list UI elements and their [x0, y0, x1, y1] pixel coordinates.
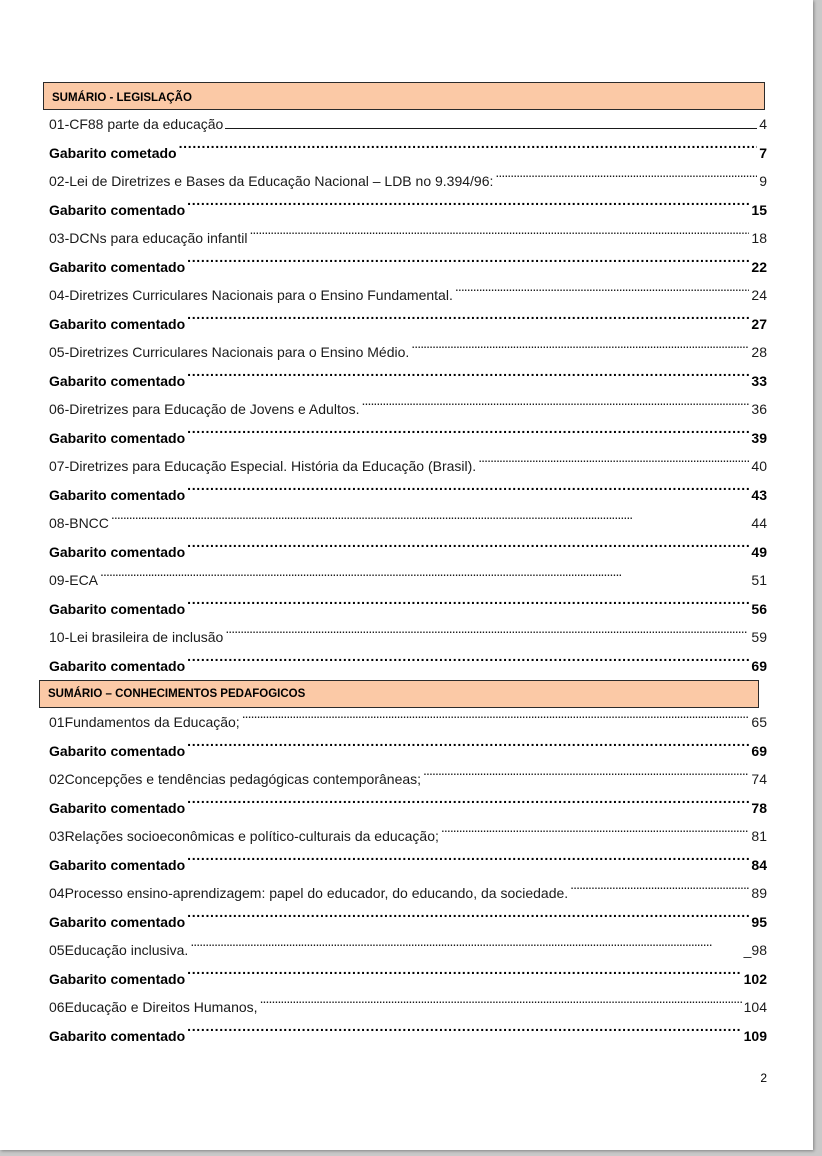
section-header-legislacao — [43, 82, 765, 110]
toc-leader-dots — [570, 884, 749, 898]
toc-entry-title: 03-DCNs para educação infantil — [49, 230, 248, 246]
toc-entry-gabarito[interactable] — [49, 139, 767, 168]
toc-entry-page-number: 24 — [751, 287, 767, 303]
toc-entry-gabarito[interactable] — [49, 1022, 767, 1051]
toc-leader-dots — [179, 144, 758, 158]
toc-entry-title: 04-Diretrizes Curriculares Nacionais para o Ensino Fundamental. — [49, 287, 453, 303]
toc-entry[interactable] — [49, 936, 767, 965]
toc-leader-dots — [187, 372, 749, 386]
toc-entry-title: Gabarito comentado — [49, 856, 186, 873]
toc-entry-gabarito[interactable] — [49, 652, 767, 681]
toc-leader-dots — [478, 457, 749, 471]
toc-entry-title: 06Educação e Direitos Humanos, — [49, 999, 258, 1015]
toc-entry-page-number: 69 — [751, 742, 767, 759]
toc-entry-page-number: 59 — [751, 629, 767, 645]
toc-entry-title: Gabarito comentado — [49, 258, 186, 275]
toc-entry-page-number: 65 — [751, 714, 767, 730]
toc-leader-dots — [187, 799, 749, 813]
toc-entry-gabarito[interactable] — [49, 794, 767, 823]
page-number: 2 — [760, 1071, 767, 1085]
toc-entry-page-number: 51 — [751, 572, 767, 588]
toc-entry-page-number: 89 — [751, 885, 767, 901]
toc-entry-title: 08-BNCC — [49, 515, 109, 531]
toc-entry-title: Gabarito comentado — [49, 372, 186, 389]
toc-entry-gabarito[interactable] — [49, 595, 767, 624]
toc-entry-page-number: 33 — [751, 372, 767, 389]
toc-entry-gabarito[interactable] — [49, 851, 767, 880]
toc-entry-title: Gabarito comentado — [49, 913, 186, 930]
toc-entry[interactable] — [49, 509, 767, 538]
section-title: SUMÁRIO – CONHECIMENTOS PEDAFOGICOS — [48, 688, 306, 700]
toc-entry-page-number: 74 — [751, 771, 767, 787]
toc-entry[interactable] — [49, 993, 767, 1022]
toc-entry-title: 09-ECA — [49, 572, 99, 588]
toc-entry-gabarito[interactable] — [49, 253, 767, 282]
toc-entry-page-number: 18 — [751, 230, 767, 246]
toc-entry-gabarito[interactable] — [49, 424, 767, 453]
toc-entry-title: Gabarito comentado — [49, 657, 186, 674]
toc-entry-title: Gabarito comentado — [49, 742, 186, 759]
toc-leader-dots — [411, 343, 749, 357]
toc-entry[interactable] — [49, 765, 767, 794]
toc-entry-page-number: 39 — [751, 429, 767, 446]
toc-leader-dots — [187, 315, 749, 329]
toc-entry-gabarito[interactable] — [49, 538, 767, 567]
toc-entry-page-number: 44 — [751, 515, 767, 531]
toc-leader-dots — [187, 1027, 742, 1041]
toc-entry-title: 10-Lei brasileira de inclusão — [49, 629, 224, 645]
toc-entry[interactable] — [49, 167, 767, 196]
toc-entry-title: 01Fundamentos da Educação; — [49, 714, 240, 730]
toc-leader-dots — [187, 201, 749, 215]
toc-entry-page-number: 9 — [759, 173, 767, 189]
toc-leader-dots — [249, 229, 749, 243]
toc-leader-dots — [455, 286, 750, 300]
toc-leader-dots — [187, 258, 749, 272]
toc-entry-page-number: 84 — [751, 856, 767, 873]
toc-entry-page-number: 15 — [751, 201, 767, 218]
toc-entry-title: Gabarito comentado — [49, 486, 186, 503]
toc-entry[interactable] — [49, 708, 767, 737]
table-of-contents — [49, 82, 767, 1050]
toc-entry[interactable] — [49, 110, 767, 139]
toc-leader-dots — [441, 827, 750, 841]
toc-entry[interactable] — [49, 452, 767, 481]
section-header-conhecimentos-pedagogicos — [39, 680, 759, 708]
toc-leader-dots — [187, 913, 749, 927]
toc-section-legislacao — [49, 110, 767, 680]
toc-leader-dots — [187, 486, 749, 500]
toc-entry-page-number: 104 — [743, 999, 767, 1015]
toc-entry[interactable] — [49, 395, 767, 424]
toc-entry-gabarito[interactable] — [49, 965, 767, 994]
toc-leader-dots — [187, 742, 749, 756]
toc-entry-title: Gabarito comentado — [49, 429, 186, 446]
toc-entry-title: 02-Lei de Diretrizes e Bases da Educação Nacional – LDB no 9.394/96: — [49, 173, 494, 189]
toc-entry[interactable] — [49, 879, 767, 908]
toc-entry-title: Gabarito comentado — [49, 600, 186, 617]
toc-entry-title: 07-Diretrizes para Educação Especial. História da Educação (Brasil). — [49, 458, 477, 474]
toc-leader-dots — [362, 400, 750, 414]
toc-entry[interactable] — [49, 566, 767, 595]
toc-entry[interactable] — [49, 281, 767, 310]
toc-leader-dots — [187, 657, 749, 671]
toc-entry[interactable] — [49, 822, 767, 851]
toc-entry-gabarito[interactable] — [49, 481, 767, 510]
toc-entry-page-number: 49 — [751, 543, 767, 560]
toc-entry-page-number: 4 — [759, 116, 767, 132]
toc-leader-dots — [225, 117, 757, 129]
toc-entry-title: Gabarito comentado — [49, 970, 186, 987]
toc-entry-page-number: 102 — [743, 970, 767, 987]
toc-leader-dots — [187, 856, 749, 870]
toc-entry-page-number: 81 — [751, 828, 767, 844]
toc-leader-dots — [225, 628, 749, 642]
toc-entry-page-number: 27 — [751, 315, 767, 332]
toc-leader-dots — [187, 600, 749, 614]
toc-entry[interactable] — [49, 623, 767, 652]
toc-leader-dots — [100, 571, 749, 585]
toc-leader-dots — [187, 429, 749, 443]
toc-entry-page-number: 40 — [751, 458, 767, 474]
toc-entry-title: Gabarito comentado — [49, 1027, 186, 1044]
toc-entry-page-number: 56 — [751, 600, 767, 617]
toc-entry-title: 04Processo ensino-aprendizagem: papel do educador, do educando, da sociedade. — [49, 885, 569, 901]
toc-entry-page-number: 69 — [751, 657, 767, 674]
toc-leader-dots — [423, 770, 749, 784]
toc-entry-gabarito[interactable] — [49, 310, 767, 339]
toc-entry-page-number: 78 — [751, 799, 767, 816]
toc-section-conhecimentos-pedagogicos — [49, 708, 767, 1050]
toc-entry-title: Gabarito comentado — [49, 799, 186, 816]
toc-leader-dots — [495, 172, 757, 186]
toc-entry-title: 01-CF88 parte da educação — [49, 116, 224, 132]
toc-entry-page-number: 109 — [743, 1027, 767, 1044]
toc-entry-gabarito[interactable] — [49, 908, 767, 937]
toc-entry-title: 06-Diretrizes para Educação de Jovens e Adultos. — [49, 401, 360, 417]
toc-leader-dots — [187, 970, 742, 984]
toc-entry-page-number: 22 — [751, 258, 767, 275]
toc-entry-gabarito[interactable] — [49, 367, 767, 396]
toc-entry-gabarito[interactable] — [49, 196, 767, 225]
toc-leader-dots — [187, 543, 749, 557]
toc-entry-page-number: 43 — [751, 486, 767, 503]
toc-leader-dots — [111, 514, 750, 528]
toc-entry-title: 05Educação inclusiva. — [49, 942, 189, 958]
toc-entry-title: Gabarito comentado — [49, 543, 186, 560]
toc-leader-dots — [260, 998, 742, 1012]
toc-entry-page-number: 28 — [751, 344, 767, 360]
toc-entry-title: Gabarito comentado — [49, 315, 186, 332]
toc-leader-dots — [242, 713, 750, 727]
toc-entry-gabarito[interactable] — [49, 737, 767, 766]
toc-entry-page-number: _98 — [743, 942, 767, 958]
toc-leader-dots — [190, 941, 741, 955]
toc-entry-title: 02Concepções e tendências pedagógicas contemporâneas; — [49, 771, 422, 787]
toc-entry-title: Gabarito cometado — [49, 144, 177, 161]
toc-entry-title: 03Relações socioeconômicas e político-culturais da educação; — [49, 828, 439, 844]
section-title: SUMÁRIO - LEGISLAÇÃO — [52, 92, 192, 104]
toc-entry[interactable] — [49, 224, 767, 253]
toc-entry-title: 05-Diretrizes Curriculares Nacionais para o Ensino Médio. — [49, 344, 410, 360]
toc-entry-title: Gabarito comentado — [49, 201, 186, 218]
toc-entry[interactable] — [49, 338, 767, 367]
toc-entry-page-number: 95 — [751, 913, 767, 930]
toc-entry-page-number: 7 — [759, 144, 767, 161]
toc-entry-page-number: 36 — [751, 401, 767, 417]
